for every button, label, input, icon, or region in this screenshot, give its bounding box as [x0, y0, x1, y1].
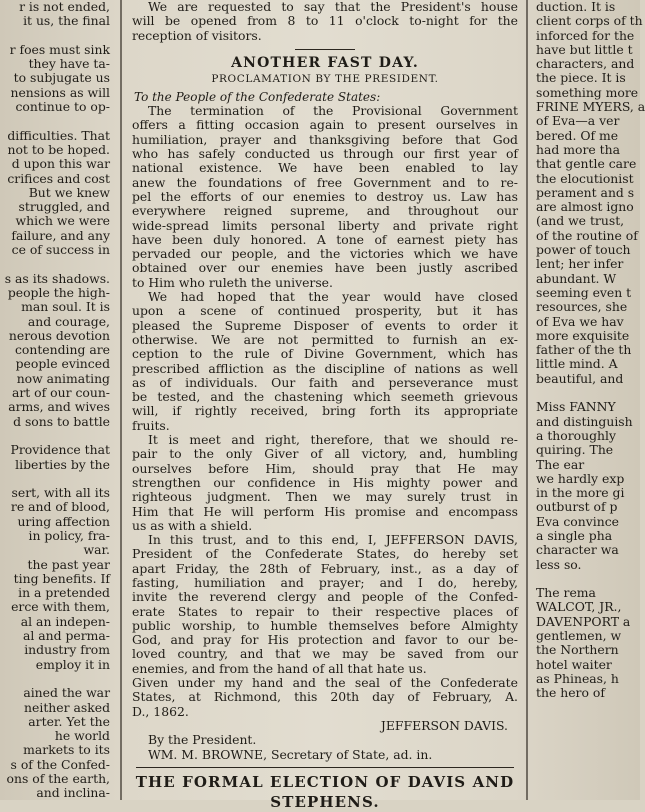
- left-column-line: to subjugate us: [13, 70, 110, 86]
- left-column-line: sert, with all its: [11, 485, 110, 501]
- right-column-line: as Phineas, h: [536, 670, 619, 686]
- paragraph-line: to Him who ruleth the universe.: [132, 274, 333, 290]
- left-column-line: nerous devotion: [8, 327, 110, 343]
- right-column-line: lent; her infer: [536, 256, 624, 272]
- right-column-line: WALCOT, JR.,: [536, 599, 622, 615]
- left-column-line: s of the Confed-: [10, 756, 110, 772]
- right-column-line: character wa: [536, 542, 619, 558]
- right-column-line: abundant. W: [536, 270, 617, 286]
- left-column-line: difficulties. That: [7, 127, 110, 143]
- right-column-line: quiring. The: [536, 442, 614, 458]
- left-column-line: employ it in: [35, 656, 110, 672]
- paragraph-line: ourselves before Him, should pray that He may: [132, 460, 518, 476]
- right-column: [532, 0, 645, 800]
- left-column-line: in a pretended: [18, 585, 110, 601]
- right-column-line: characters, and: [536, 56, 635, 72]
- left-column-line: the past year: [27, 556, 110, 572]
- right-column-text: [532, 0, 645, 701]
- left-column-line: [0, 429, 114, 443]
- paragraph-2: [128, 290, 522, 433]
- paragraph-line: obtained over our enemies have been justly ascribed: [132, 260, 518, 276]
- right-column-line: power of touch: [536, 242, 631, 258]
- right-column-line: of Eva we hav: [536, 313, 624, 329]
- left-column-line: ce of success in: [11, 242, 110, 258]
- right-column-line: hotel waiter: [536, 656, 612, 672]
- right-column-line: resources, she: [536, 299, 628, 315]
- paragraph-line: invite the reverend clergy and people of the Confed-: [132, 589, 518, 605]
- right-column-line: the hero of: [536, 685, 605, 701]
- paragraph-line: D., 1862.: [132, 703, 189, 719]
- right-column-line: seeming even t: [536, 284, 632, 300]
- paragraph-line: enemies, and from the hand of all that hate us.: [132, 660, 427, 676]
- right-column-line: the elocutionist: [536, 170, 634, 186]
- right-column-line: outburst of p: [536, 499, 618, 515]
- right-column-line: bered. Of me: [536, 127, 619, 143]
- paragraph-line: otherwise. We are not permitted to furnish an ex-: [132, 331, 518, 347]
- left-column-line: man soul. It is: [21, 299, 110, 315]
- left-column-line: contending are: [14, 342, 110, 358]
- proclamation-salutation: To the People of the Confederate States:: [134, 89, 381, 104]
- short-divider: [295, 49, 355, 50]
- left-column-line: war.: [83, 542, 110, 558]
- column-rule-right: [526, 0, 528, 800]
- paragraph-line: who has safely conducted us through our first year of: [132, 146, 518, 162]
- right-column-line: something more: [536, 84, 639, 100]
- left-column-line: markets to its: [23, 742, 110, 758]
- paragraph-line: Him that He will perform His promise and encompass: [132, 503, 518, 519]
- right-column-line: beautiful, and: [536, 370, 624, 386]
- visitors-notice: [128, 0, 522, 43]
- right-column-line: the piece. It is: [536, 70, 626, 86]
- paragraph-5: [128, 676, 522, 719]
- notice-line: We are requested to say that the President's house: [148, 0, 518, 14]
- paragraph-line: loved country, and that we may be saved from our: [132, 646, 518, 662]
- left-column-line: ained the war: [23, 685, 110, 701]
- left-column-line: [0, 472, 114, 486]
- paragraph-line: We had hoped that the year would have closed: [148, 289, 518, 305]
- right-column-line: The rema: [536, 585, 596, 601]
- right-column-line: [532, 572, 640, 586]
- right-column-line: are almost igno: [536, 199, 634, 215]
- right-column-line: more exquisite: [536, 327, 630, 343]
- left-column-line: [0, 114, 114, 128]
- paragraph-line: pel the efforts of our enemies to destroy us. Law has: [132, 188, 518, 204]
- left-column-line: Providence that: [10, 442, 110, 458]
- left-column-line: [0, 29, 114, 43]
- article-headline: ANOTHER FAST DAY.: [231, 54, 419, 71]
- right-column-line: a thoroughly: [536, 427, 616, 443]
- right-column-line: we hardly exp: [536, 470, 625, 486]
- left-column-line: he world: [54, 728, 110, 744]
- left-column-line: it us, the final: [23, 13, 110, 29]
- paragraph-line: pair to the only Giver of all victory, and, humbling: [132, 446, 518, 462]
- right-column-line: FRINE MYERS, a: [536, 99, 645, 115]
- left-column-line: now animating: [16, 370, 110, 386]
- left-column-line: people the high-: [7, 284, 110, 300]
- left-column: [0, 0, 114, 800]
- paragraph-line: Given under my hand and the seal of the Confederate: [132, 675, 518, 691]
- paragraph-line: The termination of the Provisional Government: [148, 103, 518, 119]
- article-subheadline: PROCLAMATION BY THE PRESIDENT.: [211, 72, 439, 85]
- right-column-line: DAVENPORT a: [536, 613, 631, 629]
- paragraph-3: [128, 433, 522, 533]
- paragraph-line: humiliation, prayer and thanksgiving before that God: [132, 131, 518, 147]
- left-column-line: arter. Yet the: [28, 713, 110, 729]
- left-column-line: [0, 257, 114, 271]
- paragraph-line: In this trust, and to this end, I, JEFFERSON DAVIS,: [148, 532, 518, 548]
- right-column-line: that gentle care: [536, 156, 637, 172]
- bottom-headline-line-2: STEPHENS.: [270, 792, 380, 811]
- paragraph-line: God, and pray for His protection and favor to our be-: [132, 632, 518, 648]
- right-column-line: inforced for the: [536, 27, 635, 43]
- attest-line-1: By the President.: [148, 732, 257, 748]
- paragraph-line: anew the foundations of free Government and to re-: [132, 174, 518, 190]
- left-column-line: art of our coun-: [11, 385, 110, 401]
- right-column-line: in the more gi: [536, 485, 625, 501]
- paragraph-line: upon a scene of continued prosperity, but it has: [132, 303, 518, 319]
- left-column-line: arms, and wives: [8, 399, 110, 415]
- section-divider: [136, 767, 514, 768]
- paragraph-1: [128, 104, 522, 290]
- left-column-line: crifices and cost: [7, 170, 110, 186]
- left-column-line: in policy, fra-: [28, 527, 110, 543]
- paragraph-line: President of the Confederate States, do hereby set: [132, 546, 518, 562]
- right-column-line: and distinguish: [536, 413, 633, 429]
- right-column-line: of the routine of: [536, 227, 638, 243]
- right-column-line: (and we trust,: [536, 213, 625, 229]
- paragraph-line: as of individuals. Our faith and perseverance must: [132, 374, 518, 390]
- left-column-line: [0, 672, 114, 686]
- left-column-line: continue to op-: [15, 99, 110, 115]
- left-column-line: and inclina-: [36, 785, 110, 801]
- middle-column: [128, 0, 522, 811]
- paragraph-line: righteous judgment. Then we may surely trust in: [132, 489, 518, 505]
- paragraph-line: offers a fitting occasion again to present ourselves in: [132, 117, 518, 133]
- paragraph-line: will, if rightly received, bring forth its appropriate: [132, 403, 518, 419]
- left-column-line: uring affection: [17, 513, 110, 529]
- right-column-line: of Eva—a ver: [536, 113, 620, 129]
- right-column-line: have but little t: [536, 41, 633, 57]
- left-column-line: struggled, and: [18, 199, 110, 215]
- right-column-line: little mind. A: [536, 356, 618, 372]
- attest-line-2: WM. M. BROWNE, Secretary of State, ad. in.: [148, 746, 433, 762]
- left-column-line: not to be hoped.: [7, 141, 110, 157]
- paragraph-line: public worship, to humble themselves before Almighty: [132, 617, 518, 633]
- paragraph-line: everywhere reigned supreme, and throughout our: [132, 203, 518, 219]
- right-column-line: The ear: [536, 456, 585, 472]
- left-column-line: al and perma-: [22, 628, 110, 644]
- left-column-line: neither asked: [24, 699, 110, 715]
- column-rule-left: [120, 0, 122, 800]
- paragraph-line: States, at Richmond, this 20th day of February, A.: [132, 689, 518, 705]
- paragraph-line: It is meet and right, therefore, that we should re-: [148, 432, 518, 448]
- left-column-line: But we knew: [28, 184, 110, 200]
- left-column-text: [0, 0, 114, 801]
- paragraph-line: apart Friday, the 28th of February, inst., as a day of: [132, 560, 518, 576]
- left-column-line: and courage,: [27, 313, 110, 329]
- right-column-line: had more tha: [536, 141, 620, 157]
- left-column-line: al an indepen-: [20, 613, 110, 629]
- right-column-line: [532, 386, 640, 400]
- left-column-line: d upon this war: [11, 156, 110, 172]
- signature: JEFFERSON DAVIS.: [380, 717, 508, 733]
- left-column-line: which we were: [15, 213, 110, 229]
- paragraph-line: be tested, and the chastening which seemeth grievous: [132, 389, 518, 405]
- paragraph-4: [128, 533, 522, 676]
- left-column-line: d sons to battle: [13, 413, 110, 429]
- right-column-line: Eva convince: [536, 513, 619, 529]
- left-column-line: industry from: [24, 642, 110, 658]
- paragraph-line: prescribed affliction as the discipline of nations as well: [132, 360, 518, 376]
- left-column-line: ting benefits. If: [13, 570, 110, 586]
- paragraph-line: fruits.: [132, 417, 170, 433]
- left-column-line: failure, and any: [11, 227, 110, 243]
- paragraph-line: national existence. We have been enabled to lay: [132, 160, 518, 176]
- left-column-line: ons of the earth,: [6, 771, 110, 787]
- right-column-line: father of the th: [536, 342, 632, 358]
- right-column-line: client corps of th: [536, 13, 643, 29]
- right-column-line: gentlemen, w: [536, 628, 622, 644]
- paragraph-line: us as with a shield.: [132, 517, 253, 533]
- left-column-line: re and of blood,: [10, 499, 110, 515]
- attestation: [128, 733, 522, 762]
- paragraph-line: have been duly honored. A tone of earnest piety has: [132, 231, 518, 247]
- notice-line: will be opened from 8 to 11 o'clock to-night for the: [132, 13, 518, 29]
- right-column-line: duction. It is: [536, 0, 616, 14]
- right-column-line: perament and s: [536, 184, 635, 200]
- left-column-line: erce with them,: [11, 599, 110, 615]
- left-column-line: r foes must sink: [9, 41, 110, 57]
- right-column-line: less so.: [536, 556, 582, 572]
- left-column-line: people evinced: [15, 356, 110, 372]
- right-column-line: a single pha: [536, 527, 613, 543]
- left-column-line: r is not ended,: [19, 0, 110, 14]
- paragraph-line: pleased the Supreme Disposer of events to order it: [132, 317, 518, 333]
- paragraph-line: fasting, humiliation and prayer; and I do, hereby,: [132, 574, 518, 590]
- paragraph-line: ception to the rule of Divine Government, which has: [132, 346, 518, 362]
- left-column-line: s as its shadows.: [4, 270, 110, 286]
- paragraph-line: pervaded our people, and the victories which we have: [132, 246, 518, 262]
- left-column-line: they have ta-: [28, 56, 110, 72]
- bottom-headline-line-1: THE FORMAL ELECTION OF DAVIS AND: [135, 772, 515, 791]
- left-column-line: nensions as will: [10, 84, 110, 100]
- paragraph-line: wide-spread limits personal liberty and private right: [132, 217, 518, 233]
- paragraph-line: strengthen our confidence in His mighty power and: [132, 474, 518, 490]
- right-column-line: Miss FANNY: [536, 399, 616, 415]
- left-column-line: liberties by the: [15, 456, 110, 472]
- right-column-line: the Northern: [536, 642, 619, 658]
- paragraph-line: erate States to repair to their respective places of: [132, 603, 518, 619]
- notice-line: reception of visitors.: [132, 27, 262, 43]
